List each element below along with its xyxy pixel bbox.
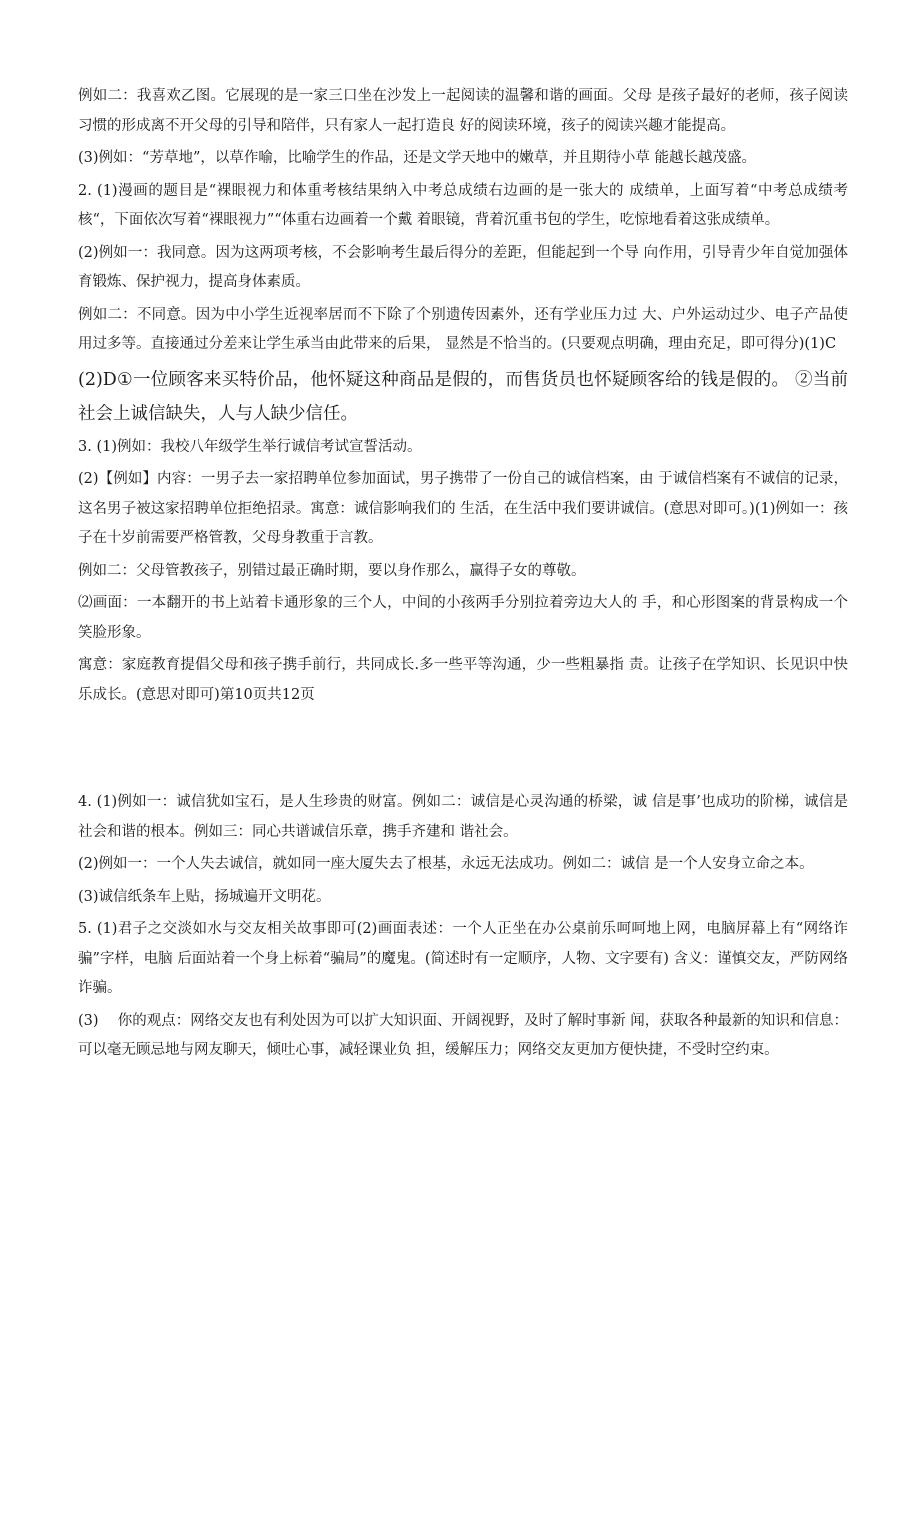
paragraph-q3-1-oath: 3. (1)例如：我校八年级学生举行诚信考试宣誓活动。 <box>78 438 422 455</box>
paragraph-q4-1-honesty: 4. (1)例如一：诚信犹如宝石，是人生珍贵的财富。例如二：诚信是心灵沟通的桥梁，诚 信是事’也成功的阶梯，诚信是社会和谐的根本。例如三：同心共谱诚信乐章，携手齐建和 谐社会。 <box>78 794 848 840</box>
paragraph-q2-d-customer: (2)D①一位顾客来买特价品，他怀疑这种商品是假的，而售货员也怀疑顾客给的钱是假的。 ②当前社会上诚信缺失，人与人缺少信任。 <box>78 369 848 424</box>
page-break-gap <box>78 713 848 788</box>
paragraph-q2-2-disagree: 例如二：不同意。因为中小学生近视率居而不下除了个别遗传因素外，还有学业压力过 大、户外运动过少、电子产品使用过多等。直接通过分差来让学生承当由此带来的后果， 显然是不恰当的。(只要观点明确，理由充足，即可得分)(1)C <box>78 306 848 352</box>
paragraph-q5-1-2-network-fraud: 5. (1)君子之交淡如水与交友相关故事即可(2)画面表述：一个人正坐在办公桌前乐呵呵地上网，电脑屏幕上有“网络诈骗”字样，电脑 后面站着一个身上标着“骗局”的魔鬼。(简述时有一定顺序，人物、文字要有) 含义：谨慎交友，严防网络诈骗。 <box>78 921 848 996</box>
paragraph-q5-3-opinion: (3) 你的观点：网络交友也有利处因为可以扩大知识面、开阔视野，及时了解时事新 闻，获取各种最新的知识和信息：可以毫无顾忌地与网友聊天，倾吐心事，减轻课业负 担，缓解压力；网络交友更加方便快捷，不受时空约束。 <box>78 1012 848 1058</box>
paragraph-q3-2-interview: (2)【例如】内容：一男子去一家招聘单位参加面试，男子携带了一份自己的诚信档案，由 于诚信档案有不诚信的记录，这名男子被这家招聘单位拒绝招录。寓意：诚信影响我们的 生活，在生活中我们要讲诚信。(意思对即可。)(1)例如一：孩子在十岁前需要严格管教，父母身教重于言教。 <box>78 471 848 546</box>
paragraph-example-two-reading: 例如二：我喜欢乙图。它展现的是一家三口坐在沙发上一起阅读的温馨和谐的画面。父母 是孩子最好的老师，孩子阅读习惯的形成离不开父母的引导和陪伴，只有家人一起打造良 好的阅读环境，孩子的阅读兴趣才能提高。 <box>78 88 848 134</box>
paragraph-q2-2-agree: (2)例如一：我同意。因为这两项考核，不会影响考生最后得分的差距，但能起到一个导 向作用，引导青少年自觉加强体育锻炼、保护视力，提高身体素质。 <box>78 244 848 290</box>
document-page <box>78 82 848 1069</box>
paragraph-q4-2-honesty: (2)例如一：一个人失去诚信，就如同一座大厦失去了根基，永远无法成功。例如二：诚信 是一个人安身立命之本。 <box>78 856 814 872</box>
paragraph-q3-parents-example: 例如二：父母管教孩子，别错过最正确时期，要以身作那么，赢得子女的尊敬。 <box>78 562 586 579</box>
paragraph-q1-3-grassland: (3)例如：“芳草地”，以草作喻，比喻学生的作品，还是文学天地中的嫩草，并且期待小草 能越长越茂盛。 <box>78 150 756 166</box>
paragraph-q2-1-cartoon: 2. (1)漫画的题目是“裸眼视力和体重考核结果纳入中考总成绩右边画的是一张大的 成绩单，上面写着“中考总成绩考核“，下面依次写着“裸眼视力”“体重右边画着一个戴 着眼镜，背着沉重书包的学生，吃惊地看着这张成绩单。 <box>78 182 848 228</box>
paragraph-q4-3-slogan: (3)诚信纸条车上贴，扬城遍开文明花。 <box>78 888 331 905</box>
paragraph-q3-picture: ⑵画面：一本翻开的书上站着卡通形象的三个人，中间的小孩两手分别拉着旁边大人的 手，和心形图案的背景构成一个笑脸形象。 <box>78 595 848 641</box>
paragraph-q3-meaning-page-footer: 寓意：家庭教育提倡父母和孩子携手前行，共同成长.多一些平等沟通，少一些粗暴指 责。让孩子在学知识、长见识中快乐成长。(意思对即可)第10页共12页 <box>78 657 848 703</box>
